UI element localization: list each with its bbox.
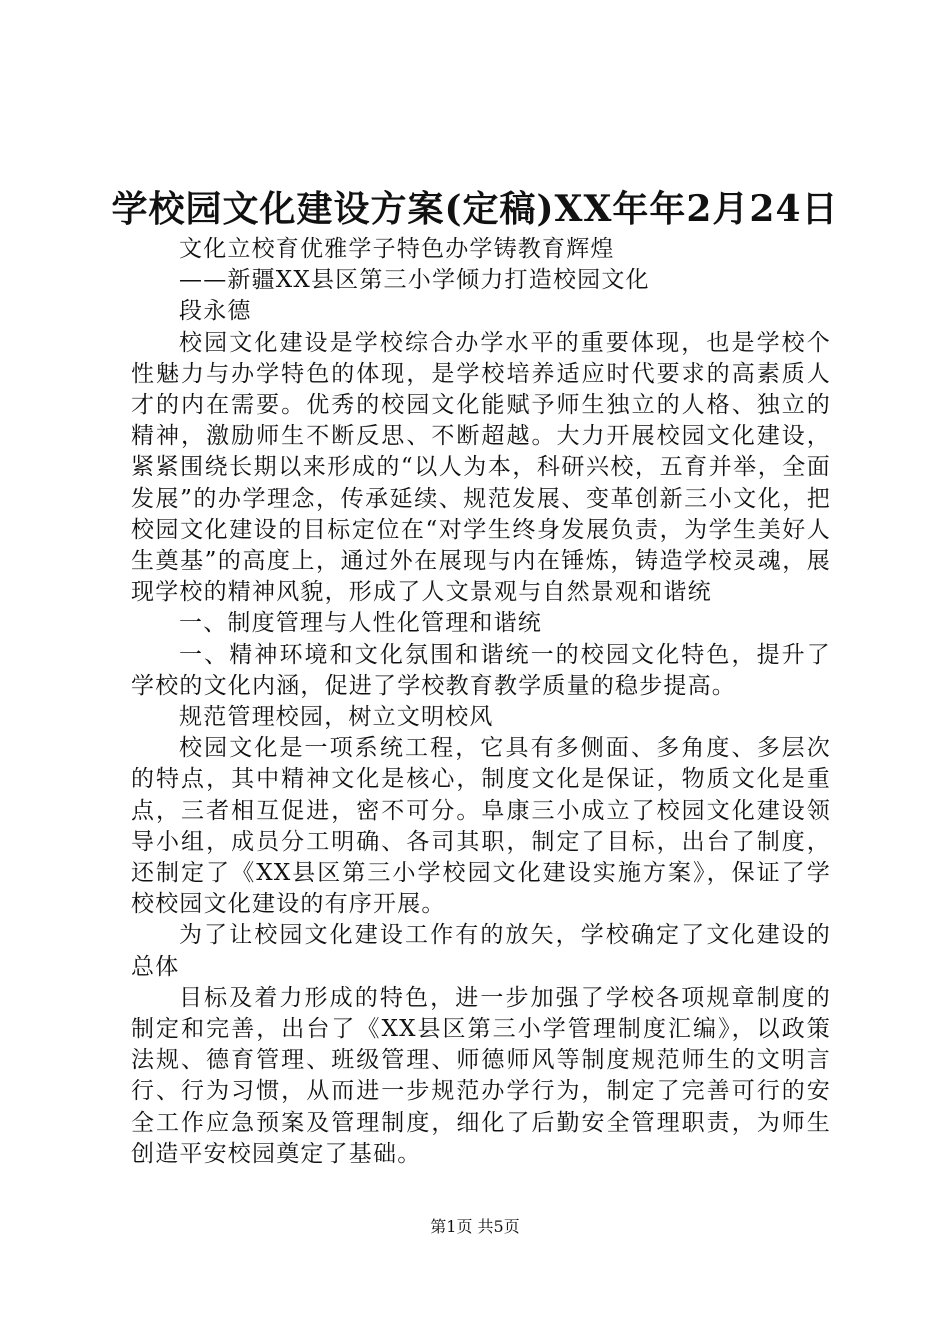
- paragraph-intro: 校园文化建设是学校综合办学水平的重要体现，也是学校个性魅力与办学特色的体现，是学校培养适应时代要求的高素质人才的内在需要。优秀的校园文化能赋予师生独立的人格、独立的精神，激励师生不断反思、不断超越。大力开展校园文化建设，紧紧围绕长期以来形成的“以人为本，科研兴校，五育并举，全面发展”的办学理念，传承延续、规范发展、变革创新三小文化，把校园文化建设的目标定位在“对学生终身发展负责，为学生美好人生奠基”的高度上，通过外在展现与内在锤炼，铸造学校灵魂，展现学校的精神风貌，形成了人文景观与自然景观和谐统: [131, 329, 831, 606]
- document-body: [131, 234, 831, 1170]
- paragraph-system-engineering: 校园文化是一项系统工程，它具有多侧面、多角度、多层次的特点，其中精神文化是核心，制度文化是保证，物质文化是重点，三者相互促进，密不可分。阜康三小成立了校园文化建设领导小组，成员分工明确、各司其职，制定了目标，出台了制度，还制定了《XX县区第三小学校园文化建设实施方案》，保证了学校校园文化建设的有序开展。: [131, 735, 831, 918]
- paragraph-subtitle-2: ——新疆XX县区第三小学倾力打造校园文化: [179, 267, 650, 294]
- paragraph-heading-2: 规范管理校园，树立文明校风: [179, 704, 494, 731]
- paragraph-heading-1: 一、制度管理与人性化管理和谐统: [179, 610, 542, 637]
- paragraph-goal: 为了让校园文化建设工作有的放矢，学校确定了文化建设的总体: [131, 922, 831, 980]
- paragraph-culture-feature: 一、精神环境和文化氛围和谐统一的校园文化特色，提升了学校的文化内涵，促进了学校教育教学质量的稳步提高。: [131, 641, 831, 699]
- paragraph-author: 段永德: [179, 298, 252, 325]
- page-number-footer: 第1页 共5页: [430, 1217, 520, 1236]
- document-title: 学校园文化建设方案(定稿)XX年年2月24日: [111, 188, 839, 230]
- paragraph-subtitle-1: 文化立校育优雅学子特色办学铸教育辉煌: [179, 236, 615, 262]
- paragraph-rules: 目标及着力形成的特色，进一步加强了学校各项规章制度的制定和完善，出台了《XX县区第三小学管理制度汇编》，以政策法规、德育管理、班级管理、师德师风等制度规范师生的文明言行、行为习惯，从而进一步规范办学行为，制定了完善可行的安全工作应急预案及管理制度，细化了后勤安全管理职责，为师生创造平安校园奠定了基础。: [131, 984, 831, 1167]
